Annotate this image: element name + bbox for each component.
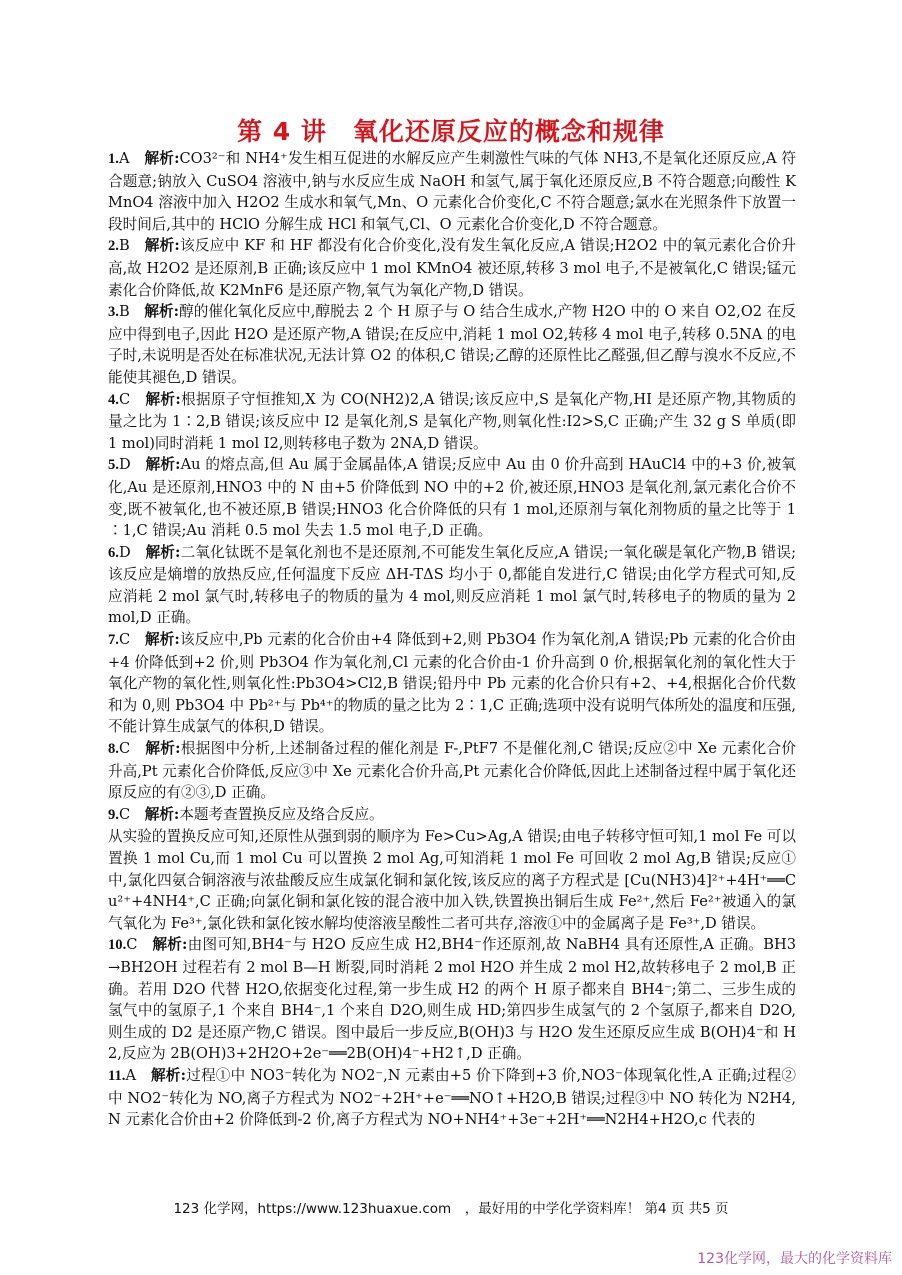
- answer-item-7: 7.C 解析:该反应中,Pb 元素的化合价由+4 降低到+2,则 Pb3O4 作为氧化剂,A 错误;Pb 元素的化合价由+4 价降低到+2 价,则 Pb3O4 作为氧化剂,Cl 元素的化合价由-1 价升高到 0 价,根据氧化剂的氧化性大于氧化产物的氧化性,则氧化性:Pb3O4>Cl2,B 错误;铅丹中 Pb 元素的化合价只有+2、+4,根据化合价代数和为 0,则 Pb3O4 中 Pb²⁺与 Pb⁴⁺的物质的量之比为 2∶1,C 正确;选项中没有说明气体所处的温度和压强,不能计算生成氯气的体积,D 错误。: [108, 631, 796, 736]
- page-footer: 123 化学网，https://www.123huaxue.com ，最好用的中学化学资料库！ 第4 页 共5 页: [173, 1201, 729, 1217]
- answer-item-1: 1.A 解析:CO3²⁻和 NH4⁺发生相互促进的水解反应产生刺激性气味的气体 NH3,不是氧化还原反应,A 符合题意;钠放入 CuSO4 溶液中,钠与水反应生成 NaOH 和氢气,属于氧化还原反应,B 不符合题意;向酸性 KMnO4 溶液中加入 H2O2 生成水和氧气,Mn、O 元素化合价变化,C 不符合题意;氯水在光照条件下放置一段时间后,其中的 HClO 分解生成 HCl 和氧气,Cl、O 元素化合价变化,D 不符合题意。: [108, 150, 796, 233]
- answer-item-4: 4.C 解析:根据原子守恒推知,X 为 CO(NH2)2,A 错误;该反应中,S 是氧化产物,HI 是还原产物,其物质的量之比为 1∶2,B 错误;该反应中 I2 是氧化剂,S 是氧化产物,则氧化性:I2>S,C 正确;产生 32 g S 单质(即 1 mol)同时消耗 1 mol I2,则转移电子数为 2NA,D 错误。: [108, 390, 797, 452]
- watermark: 123化学网，最大的化学资料库: [697, 1251, 892, 1267]
- answer-item-10: 10.C 解析:由图可知,BH4⁻与 H2O 反应生成 H2,BH4⁻作还原剂,故 NaBH4 具有还原性,A 正确。BH3→BH2OH 过程若有 2 mol B—H 断裂,同时消耗 2 mol H2O 并生成 2 mol H2,故转移电子 2 mol,B 正确。若用 D2O 代替 H2O,依据变化过程,第一步生成 H2 的两个 H 原子都来自 BH4⁻;第二、三步生成的氢气中的氢原子,1 个来自 BH4⁻,1 个来自 D2O,则生成 HD;第四步生成氢气的 2 个氢原子,都来自 D2O,则生成的 D2 是还原产物,C 错误。图中最后一步反应,B(OH)3 与 H2O 发生还原反应生成 B(OH)4⁻和 H2,反应为 2B(OH)3+2H2O+2e⁻══2B(OH)4⁻+H2↑,D 正确。: [108, 936, 796, 1063]
- answer-list: [108, 148, 796, 1131]
- answer-item-6: 6.D 解析:二氧化钛既不是氧化剂也不是还原剂,不可能发生氧化反应,A 错误;一氧化碳是氧化产物,B 错误;该反应是熵增的放热反应,任何温度下反应 ΔH-TΔS 均小于 0,都能自发进行,C 错误;由化学方程式可知,反应消耗 2 mol 氯气时,转移电子的物质的量为 4 mol,则反应消耗 1 mol 氯气时,转移电子的物质的量为 2 mol,D 正确。: [108, 543, 796, 627]
- answer-item-5: 5.D 解析:Au 的熔点高,但 Au 属于金属晶体,A 错误;反应中 Au 由 0 价升高到 HAuCl4 中的+3 价,被氧化,Au 是还原剂,HNO3 中的 N 由+5 价降低到 NO 中的+2 价,被还原,HNO3 是氧化剂,氯元素化合价不变,既不被氧化,也不被还原,B 错误;HNO3 化合价降低的只有 1 mol,还原剂与氧化剂物质的量之比等于 1∶1,C 错误;Au 消耗 0.5 mol 失去 1.5 mol 电子,D 正确。: [108, 456, 796, 540]
- answer-item-9: 9.C 解析:本题考查置换反应及络合反应。: [108, 805, 384, 823]
- answer-item-2: 2.B 解析:该反应中 KF 和 HF 都没有化合价变化,没有发生氧化反应,A 错误;H2O2 中的氧元素化合价升高,故 H2O2 是还原剂,B 正确;该反应中 1 mol KMnO4 被还原,转移 3 mol 电子,不是被氧化,C 错误;锰元素化合价降低,故 K2MnF6 是还原产物,氧气为氧化产物,D 错误。: [108, 237, 796, 299]
- answer-item-11: 11.A 解析:过程①中 NO3⁻转化为 NO2⁻,N 元素由+5 价下降到+3 价,NO3⁻体现氧化性,A 正确;过程②中 NO2⁻转化为 NO,离子方程式为 NO2⁻+2H⁺+e⁻══NO↑+H2O,B 错误;过程③中 NO 转化为 N2H4,N 元素化合价由+2 价降低到-2 价,离子方程式为 NO+NH4⁺+3e⁻+2H⁺══N2H4+H2O,c 代表的: [108, 1066, 797, 1129]
- answer-item-8: 8.C 解析:根据图中分析,上述制备过程的催化剂是 F-,PtF7 不是催化剂,C 错误;反应②中 Xe 元素化合价升高,Pt 元素化合价降低,反应③中 Xe 元素化合价升高,Pt 元素化合价降低,因此上述制备过程中属于氧化还原反应的有②③,D 正确。: [108, 740, 796, 802]
- page-title: 第 4 讲 氧化还原反应的概念和规律: [237, 117, 665, 146]
- answer-item-3: 3.B 解析:醇的催化氧化反应中,醇脱去 2 个 H 原子与 O 结合生成水,产物 H2O 中的 O 来自 O2,O2 在反应中得到电子,因此 H2O 是还原产物,A 错误;在反应中,消耗 1 mol O2,转移 4 mol 电子,转移 0.5NA 的电子时,未说明是否处在标准状况,无法计算 O2 的体积,C 错误;乙醇的还原性比乙醛强,但乙醇与溴水不反应,不能使其褪色,D 错误。: [108, 303, 796, 386]
- answer-item-9-detail: 从实验的置换反应可知,还原性从强到弱的顺序为 Fe>Cu>Ag,A 错误;由电子转移守恒可知,1 mol Fe 可以置换 1 mol Cu,而 1 mol Cu 可以置换 2 mol Ag,可知消耗 1 mol Fe 可回收 2 mol Ag,B 错误;反应①中,氯化四氨合铜溶液与浓盐酸反应生成氯化铜和氯化铵,该反应的离子方程式是 [Cu(NH3)4]²⁺+4H⁺══Cu²⁺+4NH4⁺,C 正确;向氯化铜和氯化铵的混合液中加入铁,铁置换出铜后生成 Fe²⁺,然后 Fe²⁺被通入的氯气氧化为 Fe³⁺,氯化铁和氯化铵水解均使溶液呈酸性二者可共存,溶液①中的金属离子是 Fe³⁺,D 错误。: [108, 828, 796, 932]
